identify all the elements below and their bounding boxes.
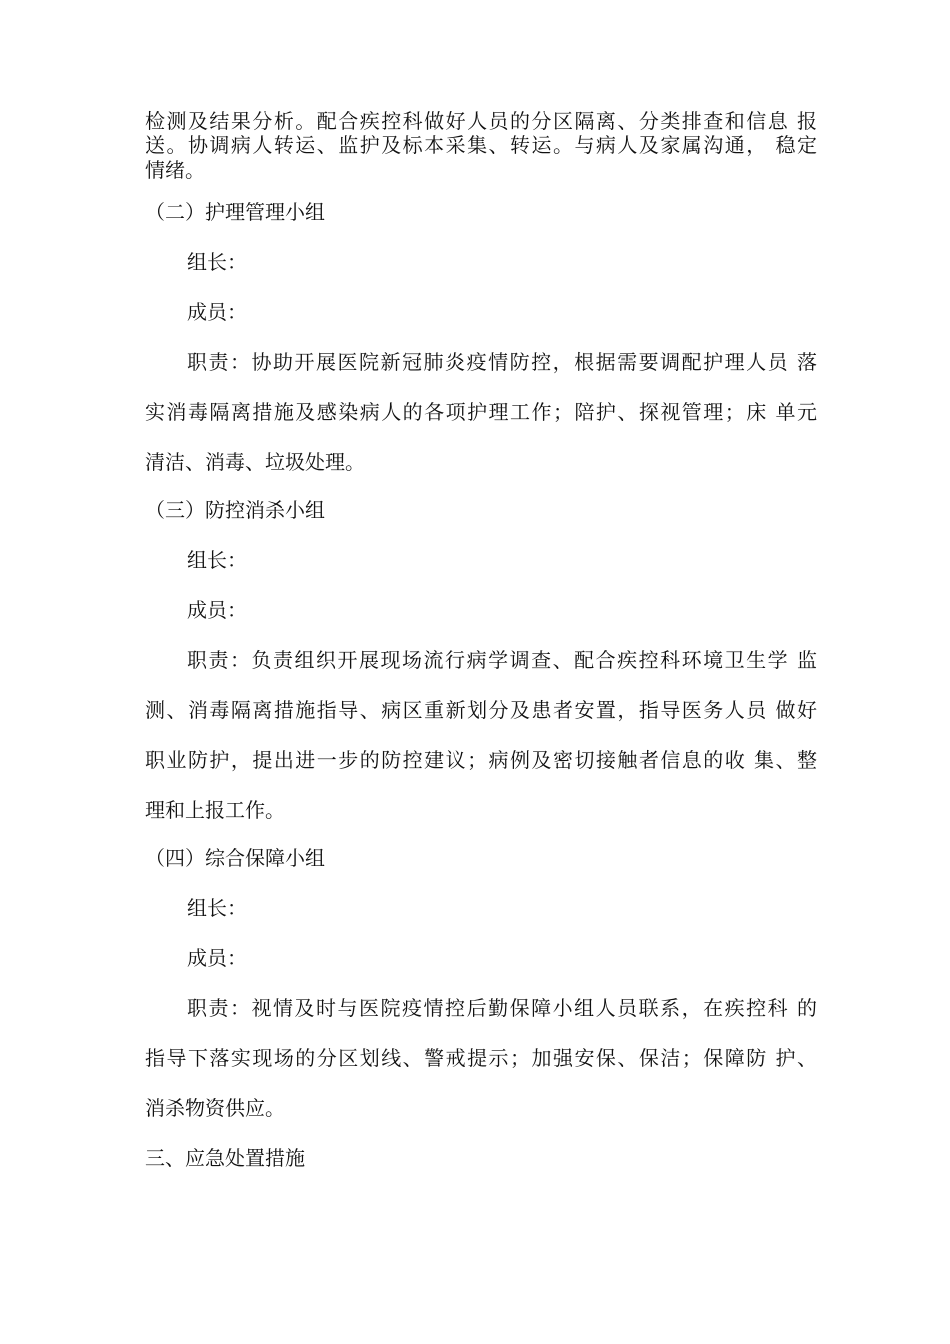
disinfection-group-heading: （三）防控消杀小组 [145,498,325,522]
disinfection-duty-line-2: 测、消毒隔离措施指导、病区重新划分及患者安置，指导医务人员 做好 [145,698,817,722]
nursing-duty-line-2: 实消毒隔离措施及感染病人的各项护理工作；陪护、探视管理；床 单元 [145,400,817,424]
support-duty-line-2: 指导下落实现场的分区划线、警戒提示；加强安保、保洁；保障防 护、 [145,1046,817,1070]
nursing-group-heading: （二）护理管理小组 [145,200,325,224]
nursing-group-leader: 组长： [187,250,247,274]
disinfection-duty-line-4: 理和上报工作。 [145,798,285,822]
support-group-members: 成员： [187,946,247,970]
nursing-duty-line-1: 职责：协助开展医院新冠肺炎疫情防控，根据需要调配护理人员 落 [187,350,817,374]
section-three-heading: 三、应急处置措施 [145,1146,305,1170]
disinfection-group-leader: 组长： [187,548,247,572]
support-duty-line-1: 职责：视情及时与医院疫情控后勤保障小组人员联系，在疾控科 的 [187,996,817,1020]
support-group-leader: 组长： [187,896,247,920]
nursing-group-members: 成员： [187,300,247,324]
support-duty-line-3: 消杀物资供应。 [145,1096,285,1120]
intro-line-3: 情绪。 [145,158,205,182]
disinfection-duty-line-3: 职业防护，提出进一步的防控建议；病例及密切接触者信息的收 集、整 [145,748,817,772]
disinfection-duty-line-1: 职责：负责组织开展现场流行病学调查、配合疾控科环境卫生学 监 [187,648,817,672]
intro-line-2: 送。协调病人转运、监护及标本采集、转运。与病人及家属沟通， 稳定 [145,133,817,157]
disinfection-group-members: 成员： [187,598,247,622]
nursing-duty-line-3: 清洁、消毒、垃圾处理。 [145,450,365,474]
support-group-heading: （四）综合保障小组 [145,846,325,870]
intro-line-1: 检测及结果分析。配合疾控科做好人员的分区隔离、分类排查和信息 报 [145,109,817,133]
